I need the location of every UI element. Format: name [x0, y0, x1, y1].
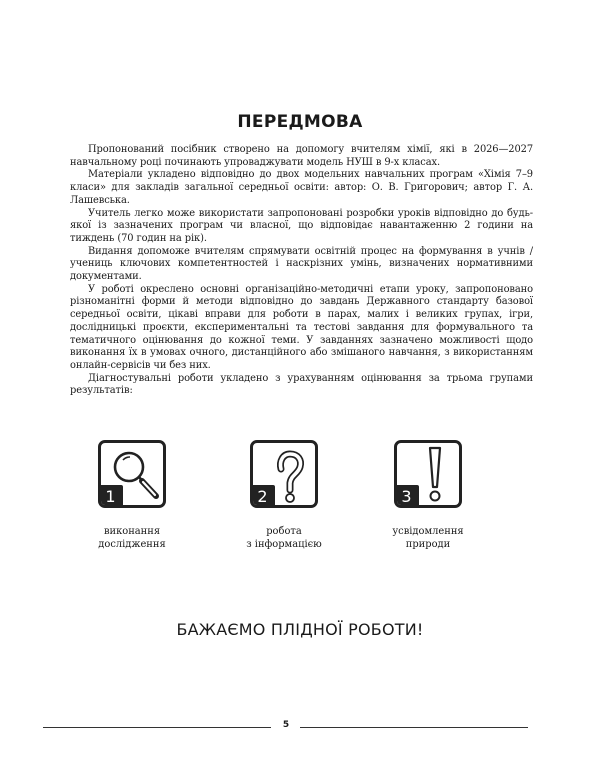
group-caption: робота з інформацією — [246, 526, 322, 550]
result-group-2 — [250, 440, 318, 508]
paragraph: Діагностувальні роботи укладено з урахуванням оцінювання за трьома групами результатів: — [70, 372, 533, 397]
group-caption: виконання дослідження — [98, 526, 166, 550]
closing-wish: БАЖАЄМО ПЛІДНОЇ РОБОТИ! — [176, 620, 424, 639]
result-groups — [0, 440, 600, 560]
group-number: 3 — [394, 485, 419, 508]
page-number: 5 — [282, 720, 290, 730]
footer-divider-right — [300, 727, 528, 728]
group-caption: усвідомлення природи — [392, 526, 464, 550]
result-group-3 — [394, 440, 462, 508]
group-number: 1 — [98, 485, 123, 508]
paragraph: У роботі окреслено основні організаційно-методичні етапи уроку, запропоновано різноманітні форми й методи відповідно до завдань Державного стандарту базової середньої освіти, цікаві вправи для роботи в парах, малих і великих групах, ігри, дослідницькі проєкти, експериментальні та тестові завдання для формувального та тематичного оцінювання до кожної теми. У завданнях зазначено можливості щодо виконання їх в умовах очного, дистанційного або змішаного навчання, з використанням онлайн-сервісів чи без них. — [70, 283, 533, 371]
paragraph: Учитель легко може використати запропоновані розробки уроків відповідно до будь-якої із зазначених програм чи власної, що відповідає навантаженню 2 години на тиждень (70 годин на рік). — [70, 207, 533, 244]
group-number: 2 — [250, 485, 275, 508]
paragraph: Видання допоможе вчителям спрямувати освітній процес на формування в учнів / учениць ключових компетентностей і наскрізних умінь, визначених нормативними документами. — [70, 245, 533, 283]
footer-divider-left — [43, 727, 271, 728]
paragraph: Пропонований посібник створено на допомогу вчителям хімії, які в 2026—2027 навчальному році починають упроваджувати модель НУШ в 9-х класах. — [70, 144, 533, 168]
page-title: ПЕРЕДМОВА — [237, 112, 363, 132]
paragraph: Матеріали укладено відповідно до двох модельних навчальних програм «Хімія 7–9 класи» для закладів загальної середньої освіти: автор: О. В. Григорович; автор Г. А. Лашевська. — [70, 169, 533, 206]
result-group-1 — [98, 440, 166, 508]
preface-text — [70, 144, 533, 398]
